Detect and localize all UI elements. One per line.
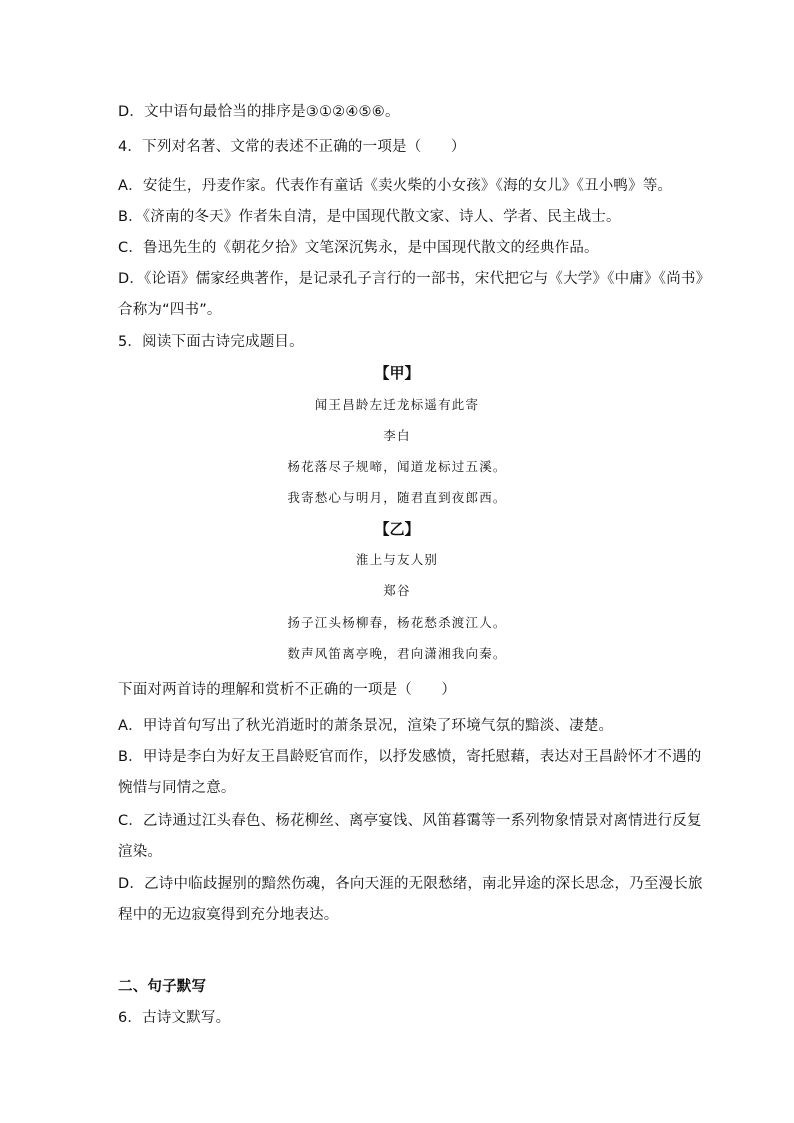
poem-yi-line-1: 扬子江头杨柳春，杨花愁杀渡江人。 [287, 615, 507, 630]
section-2-heading: 二、句子默写 [118, 979, 207, 995]
poem-yi-mark: 【乙】 [374, 520, 420, 538]
poem-jia-title: 闻王昌龄左迁龙标遥有此寄 [314, 397, 480, 412]
q5-option-d-line2: 程中的无边寂寞得到充分地表达。 [118, 907, 339, 923]
q5-option-b-line2: 惋惜与同情之意。 [118, 780, 236, 796]
poem-jia-author: 李白 [383, 428, 411, 443]
poem-jia-mark: 【甲】 [374, 364, 420, 382]
q5-option-b-line1: B．甲诗是李白为好友王昌龄贬官而作，以抒发感愤，寄托慰藉，表达对王昌龄怀才不遇的 [118, 749, 702, 765]
poem-jia-line-1: 杨花落尽子规啼，闻道龙标过五溪。 [287, 459, 507, 474]
q4-option-b: B．《济南的冬天》作者朱自清，是中国现代散文家、诗人、学者、民主战士。 [118, 209, 621, 225]
q4-option-a: A．安徒生，丹麦作家。代表作有童话《卖火柴的小女孩》《海的女儿》《丑小鸭》等。 [118, 178, 673, 194]
q5-option-c-line1: C．乙诗通过江头春色、杨花柳丝、离亭宴饯、风笛暮霭等一系列物象情景对离情进行反复 [118, 813, 702, 829]
q3-option-d: D．文中语句最恰当的排序是③①②④⑤⑥。 [118, 104, 400, 120]
q4-option-c: C．鲁迅先生的《朝花夕拾》文笔深沉隽永，是中国现代散文的经典作品。 [118, 240, 599, 256]
question-5-stem: 5．阅读下面古诗完成题目。 [118, 334, 304, 350]
poem-yi-author: 郑谷 [383, 583, 411, 598]
question-4-stem: 4．下列对名著、文常的表述不正确的一项是（ ） [118, 139, 466, 155]
poem-yi-line-2: 数声风笛离亭晚，君向潇湘我向秦。 [287, 646, 507, 661]
poem-yi-title: 淮上与友人别 [355, 552, 439, 567]
q4-option-d-line2: 合称为“四书”。 [118, 302, 222, 318]
q5-option-a: A．甲诗首句写出了秋光消逝时的萧条景况，渲染了环境气氛的黯淡、凄楚。 [118, 718, 614, 734]
q5-option-d-line1: D．乙诗中临歧握别的黯然伤魂，各向天涯的无限愁绪，南北异途的深长思念，乃至漫长旅 [118, 876, 703, 892]
question-6-stem: 6．古诗文默写。 [118, 1010, 231, 1026]
q5-option-c-line2: 渲染。 [118, 844, 163, 860]
q5-sub-stem: 下面对两首诗的理解和赏析不正确的一项是（ ） [118, 682, 457, 698]
poem-jia-line-2: 我寄愁心与明月，随君直到夜郎西。 [287, 490, 507, 505]
q4-option-d-line1: D．《论语》儒家经典著作，是记录孔子言行的一部书，宋代把它与《大学》《中庸》《尚书》 [118, 271, 711, 287]
